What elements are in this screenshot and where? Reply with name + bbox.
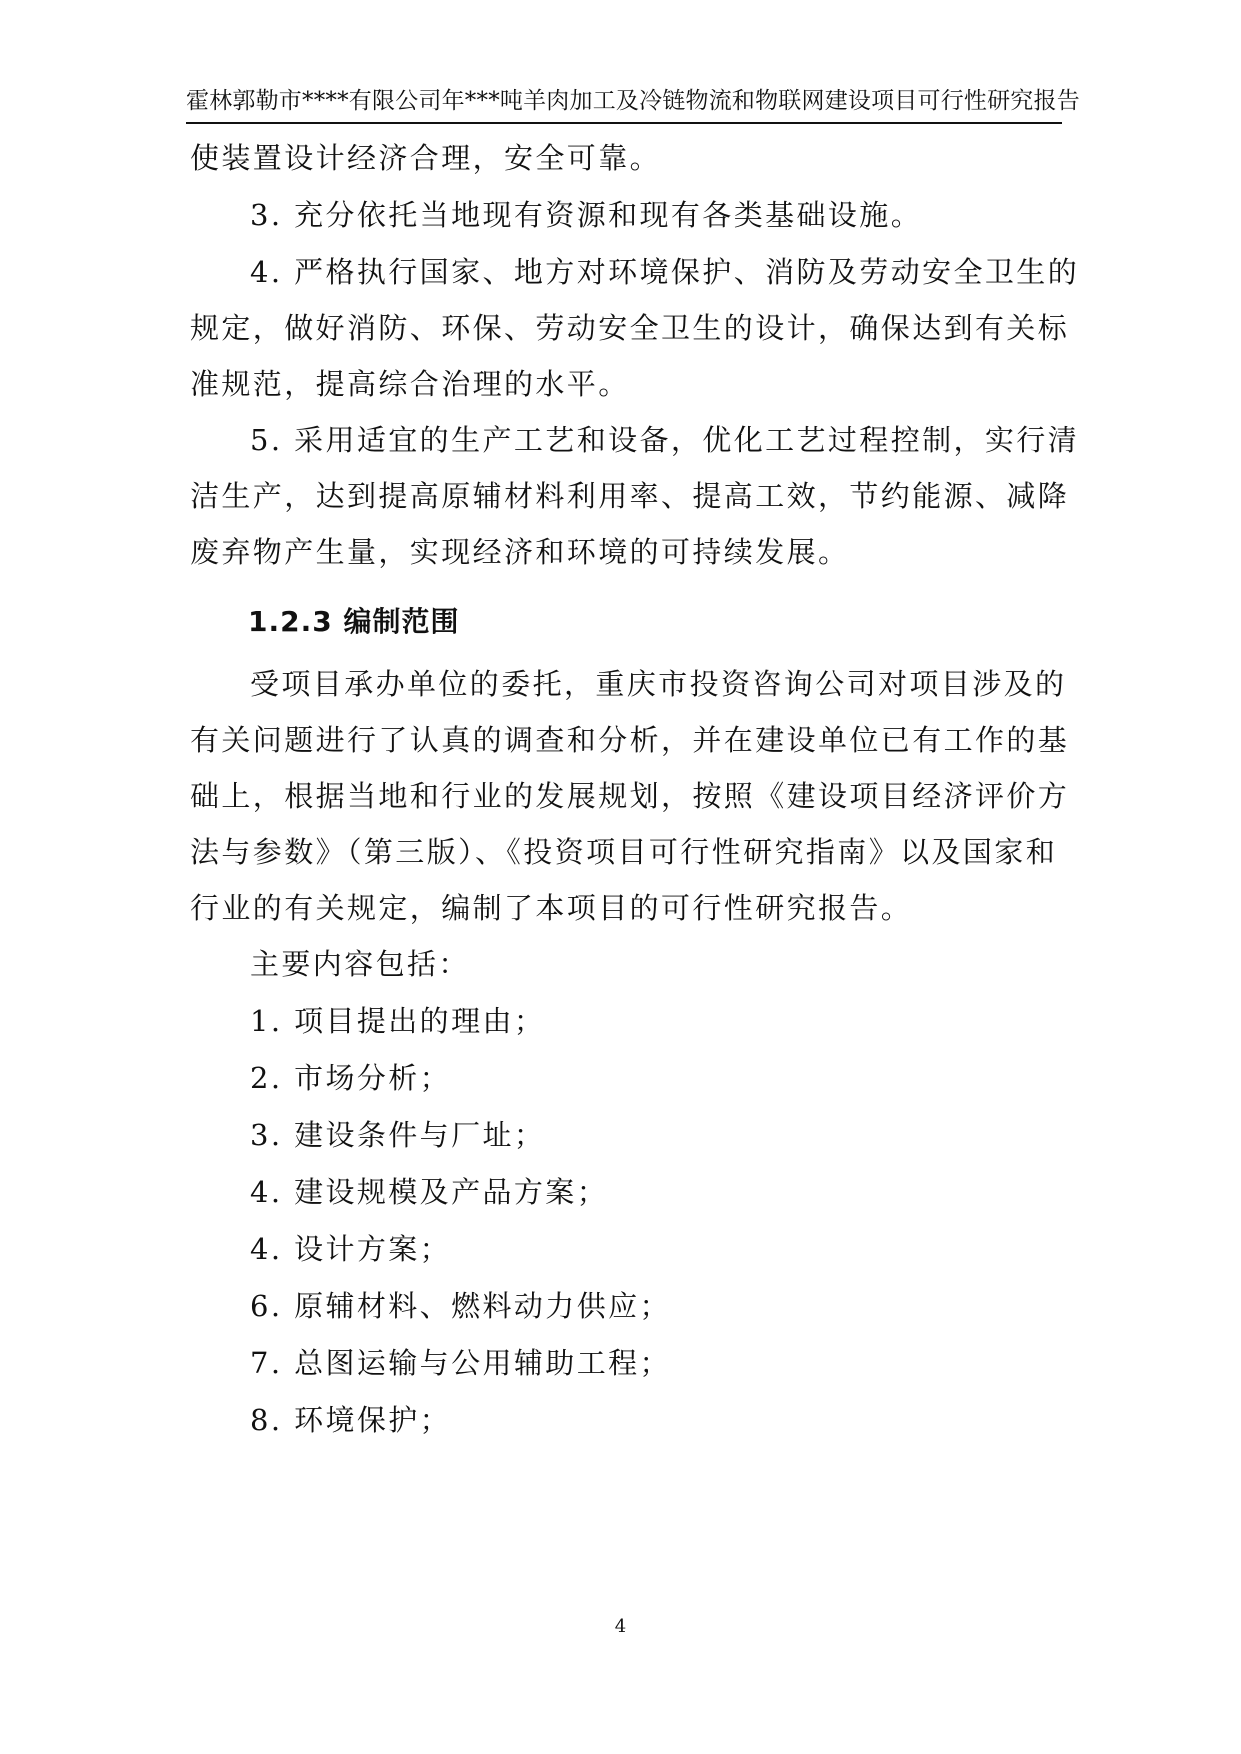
- paragraph-line: 准规范，提高综合治理的水平。: [190, 367, 630, 401]
- scope-paragraph-line: 有关问题进行了认真的调查和分析，并在建设单位已有工作的基: [190, 723, 1070, 757]
- list-item: 6. 原辅材料、燃料动力供应；: [250, 1289, 671, 1323]
- principle-3: 3. 充分依托当地现有资源和现有各类基础设施。: [250, 198, 923, 232]
- header-divider: [186, 122, 1062, 124]
- paragraph-line: 废弃物产生量，实现经济和环境的可持续发展。: [190, 535, 850, 569]
- section-heading: 1.2.3 编制范围: [248, 605, 460, 638]
- list-item: 4. 建设规模及产品方案；: [250, 1175, 609, 1209]
- list-item: 4. 设计方案；: [250, 1232, 452, 1266]
- scope-paragraph-line: 行业的有关规定，编制了本项目的可行性研究报告。: [190, 891, 913, 925]
- scope-paragraph-line: 法与参数》（第三版）、《投资项目可行性研究指南》以及国家和: [190, 835, 1058, 869]
- paragraph-line: 规定，做好消防、环保、劳动安全卫生的设计，确保达到有关标: [190, 311, 1070, 345]
- page-number: 4: [614, 1616, 627, 1637]
- list-item: 2. 市场分析；: [250, 1061, 452, 1095]
- list-item: 1. 项目提出的理由；: [250, 1004, 546, 1038]
- principle-4: 4. 严格执行国家、地方对环境保护、消防及劳动安全卫生的: [250, 255, 1080, 289]
- paragraph-line: 洁生产，达到提高原辅材料利用率、提高工效，节约能源、减降: [190, 479, 1070, 513]
- principle-5: 5. 采用适宜的生产工艺和设备，优化工艺过程控制，实行清: [250, 423, 1080, 457]
- paragraph-line: 使装置设计经济合理，安全可靠。: [190, 141, 662, 175]
- list-item: 7. 总图运输与公用辅助工程；: [250, 1346, 671, 1380]
- scope-paragraph-line: 础上，根据当地和行业的发展规划，按照《建设项目经济评价方: [190, 779, 1070, 813]
- list-item: 3. 建设条件与厂址；: [250, 1118, 546, 1152]
- scope-paragraph-line: 受项目承办单位的委托，重庆市投资咨询公司对项目涉及的: [250, 667, 1067, 701]
- list-item: 8. 环境保护；: [250, 1403, 452, 1437]
- running-header: 霍林郭勒市****有限公司年***吨羊肉加工及冷链物流和物联网建设项目可行性研究报告: [186, 88, 1080, 114]
- contents-intro: 主要内容包括：: [250, 947, 470, 981]
